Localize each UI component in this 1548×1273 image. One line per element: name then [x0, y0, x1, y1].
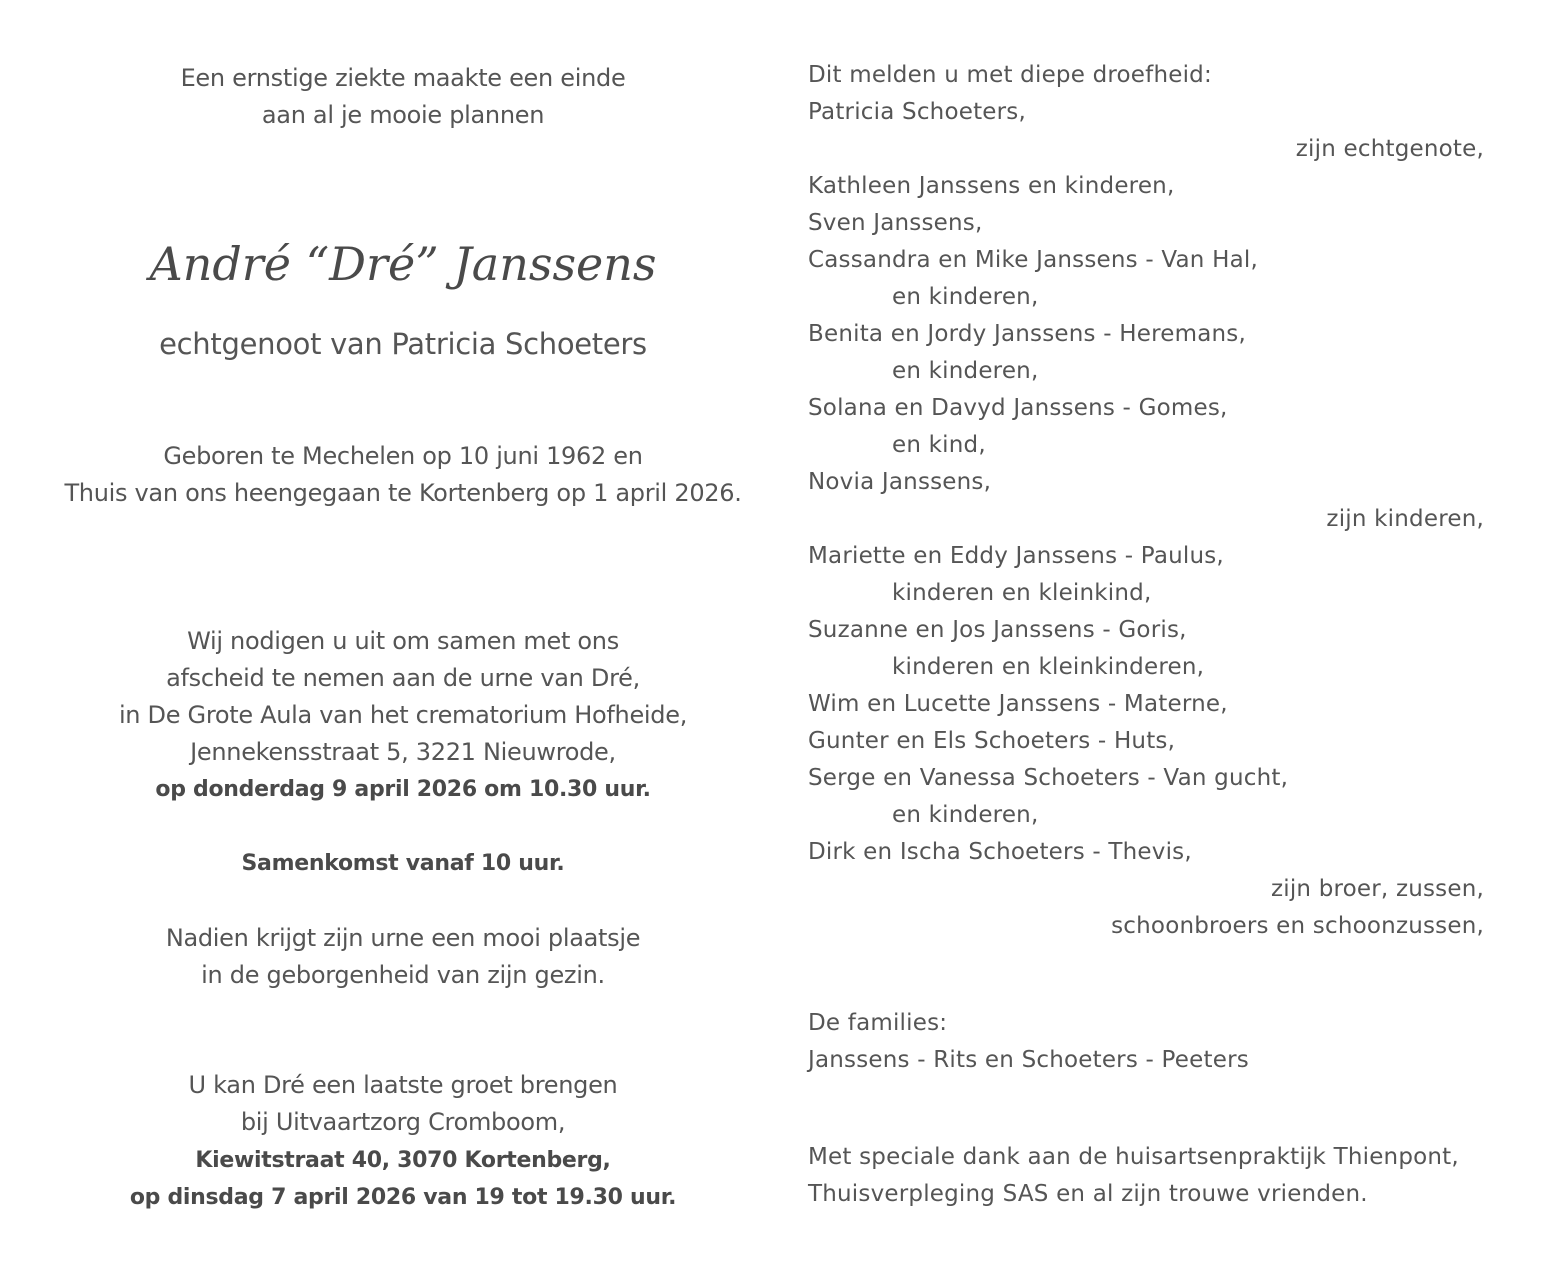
sibling-1-sub: kinderen en kleinkind,	[892, 580, 1152, 606]
sibling-3: Wim en Lucette Janssens - Materne,	[808, 691, 1228, 717]
children-role: zijn kinderen,	[1326, 506, 1484, 532]
birth-line-1: Geboren te Mechelen op 10 juni 1962 en	[163, 442, 643, 470]
child-5-sub: en kind,	[892, 432, 986, 458]
visit-date: op dinsdag 7 april 2026 van 19 tot 19.30 uur.	[129, 1185, 677, 1210]
sibling-2-sub: kinderen en kleinkinderen,	[892, 654, 1205, 680]
invite-line-1: Wij nodigen u uit om samen met ons	[187, 627, 619, 655]
after-line-1: Nadien krijgt zijn urne een mooi plaatsje	[165, 924, 641, 952]
child-1: Kathleen Janssens en kinderen,	[808, 173, 1175, 199]
deceased-name: André “Dré” Janssens	[149, 237, 657, 291]
gathering: Samenkomst vanaf 10 uur.	[241, 851, 565, 876]
invite-line-3: in De Grote Aula van het crematorium Hofheide,	[118, 701, 688, 729]
visit-line-1: U kan Dré een laatste groet brengen	[188, 1071, 618, 1099]
siblings-role-2: schoonbroers en schoonzussen,	[1111, 913, 1484, 939]
after-line-2: in de geborgenheid van zijn gezin.	[201, 961, 605, 989]
child-2: Sven Janssens,	[808, 210, 983, 236]
spouse-role: zijn echtgenote,	[1295, 136, 1484, 162]
spouse-line: echtgenoot van Patricia Schoeters	[159, 327, 647, 361]
families-label: De families:	[808, 1010, 948, 1036]
motto-line-1: Een ernstige ziekte maakte een einde	[180, 64, 626, 92]
child-5: Solana en Davyd Janssens - Gomes,	[808, 395, 1228, 421]
families: Janssens - Rits en Schoeters - Peeters	[808, 1047, 1249, 1073]
child-6: Novia Janssens,	[808, 469, 992, 495]
visit-address: Kiewitstraat 40, 3070 Kortenberg,	[195, 1148, 611, 1173]
sibling-5: Serge en Vanessa Schoeters - Van gucht,	[808, 765, 1289, 791]
invite-date: op donderdag 9 april 2026 om 10.30 uur.	[155, 777, 651, 802]
sibling-6: Dirk en Ischa Schoeters - Thevis,	[808, 839, 1192, 865]
invite-line-4: Jennekensstraat 5, 3221 Nieuwrode,	[190, 738, 616, 766]
right-column	[808, 57, 1484, 1213]
motto-line-2: aan al je mooie plannen	[261, 101, 545, 129]
thanks-line-2: Thuisverpleging SAS en al zijn trouwe vrienden.	[808, 1181, 1368, 1207]
thanks-line-1: Met speciale dank aan de huisartsenpraktijk Thienpont,	[808, 1144, 1459, 1170]
birth-line-2: Thuis van ons heengegaan te Kortenberg op 1 april 2026.	[64, 479, 742, 507]
invite-line-2: afscheid te nemen aan de urne van Dré,	[166, 664, 640, 692]
visit-line-2: bij Uitvaartzorg Cromboom,	[240, 1108, 566, 1136]
child-3: Cassandra en Mike Janssens - Van Hal,	[808, 247, 1258, 273]
child-4: Benita en Jordy Janssens - Heremans,	[808, 321, 1246, 347]
sibling-1: Mariette en Eddy Janssens - Paulus,	[808, 543, 1224, 569]
intro: Dit melden u met diepe droefheid:	[808, 62, 1212, 88]
child-4-sub: en kinderen,	[892, 358, 1039, 384]
spouse-name: Patricia Schoeters,	[808, 99, 1026, 125]
sibling-4: Gunter en Els Schoeters - Huts,	[808, 728, 1176, 754]
sibling-5-sub: en kinderen,	[892, 802, 1039, 828]
child-3-sub: en kinderen,	[892, 284, 1039, 310]
siblings-role-1: zijn broer, zussen,	[1270, 876, 1484, 902]
sibling-2: Suzanne en Jos Janssens - Goris,	[808, 617, 1187, 643]
